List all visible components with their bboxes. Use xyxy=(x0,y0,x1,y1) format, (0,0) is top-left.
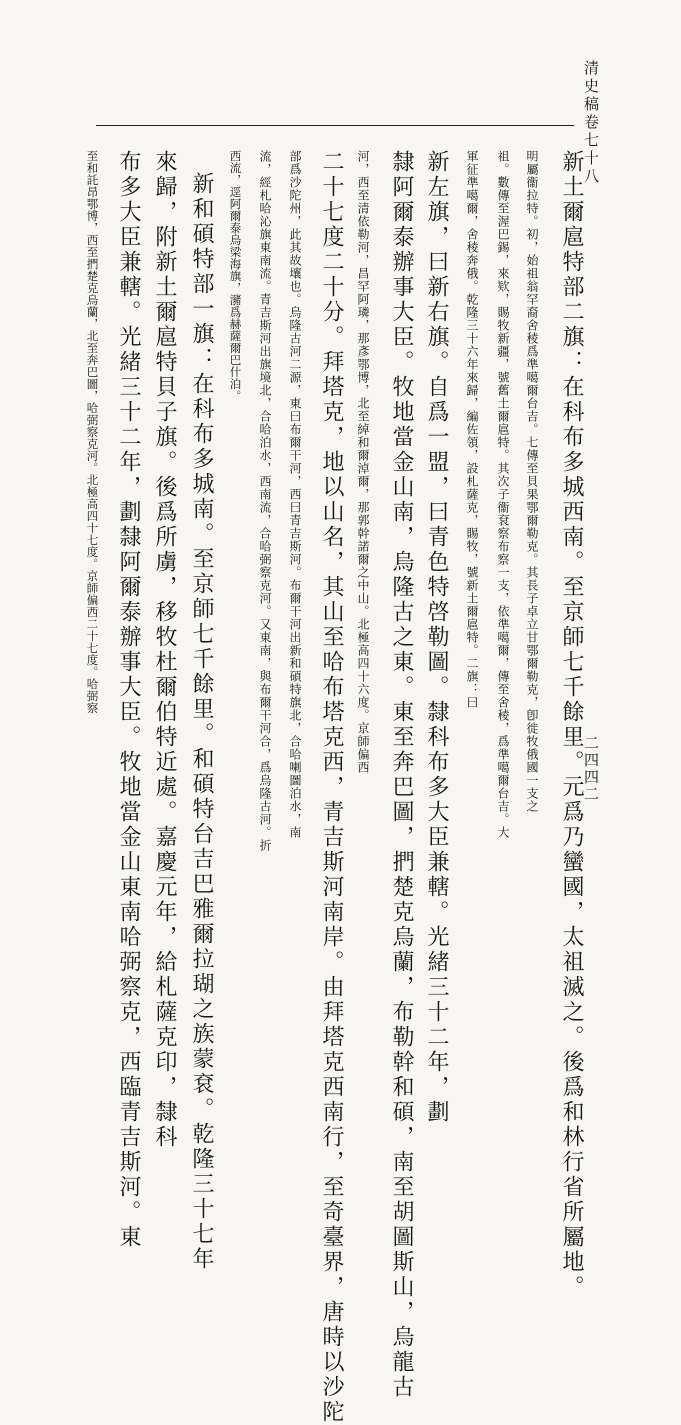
text-column: 河，西至清依勒河，昌罕阿璘，那彥鄂博，北至綽和爾淖爾，那郭幹諾爾之中山。北極高四十六度。京師偏西 xyxy=(356,150,370,774)
text-column: 部爲沙陀州，此其故壤也。烏隆古河二源，東曰布爾干河，西曰青吉斯河。布爾干河出新和碩特旗北，合哈喇圖泊水，南 xyxy=(288,150,302,839)
text-column: 新左旗，曰新右旗。自爲一盟，曰青色特啓勒圖。隸科布多大臣兼轄。光緒三十二年，劃 xyxy=(424,150,449,1125)
text-column: 軍征準噶爾，舍稜奔俄。乾隆三十六年來歸，編佐領，設札薩克，賜牧，號新土爾扈特。二旗：曰 xyxy=(465,150,479,709)
text-column: 隸阿爾泰辦事大臣。牧地當金山南，烏隆古之東。東至奔巴圖，捫楚克烏蘭，布勒幹和碩，南至胡圖斯山，烏龍古 xyxy=(389,150,414,1400)
page-number: 二四四二 xyxy=(582,735,600,803)
text-column: 布多大臣兼轄。光緒三十二年，劃隸阿爾泰辦事大臣。牧地當金山東南哈弼察克，西臨青吉斯河。東 xyxy=(116,150,141,1250)
text-column: 西流，逕阿爾泰烏梁海旗，瀦爲赫薩爾巴什泊。 xyxy=(228,150,243,402)
text-column: 新和碩特部一旗：在科布多城南。至京師七千餘里。和碩特台吉巴雅爾拉瑚之族蒙袞。乾隆三十七年 xyxy=(189,172,214,1272)
running-title: 清史稿卷七十八 xyxy=(582,60,600,186)
text-column: 祖。數傳至渥巴錫，來欵，賜牧新疆，號舊土爾扈特。其次子衞袞察布察一支，依準噶爾，傳至舍稜，爲準噶爾台吉。大 xyxy=(496,150,510,839)
text-column: 至和託昂鄂博，西至捫楚克烏蘭，北至奔巴圖，哈弼察克河。北極高四十七度。京師偏西二十七度。哈弼察 xyxy=(85,150,100,714)
text-column: 流，經札哈沁旗東南流。青吉斯河出旗境北，合哈泊水，西南流，合哈弼察克河。又東南，與布爾干河合，爲烏隆古河。折 xyxy=(258,150,272,852)
header-rule xyxy=(96,125,574,126)
text-column: 來歸，附新土爾扈特貝子旗。後爲所虜，移牧杜爾伯特近處。嘉慶元年，給札薩克印，隸科 xyxy=(152,150,177,1150)
text-column: 二十七度二十分。拜塔克，地以山名，其山至哈布塔克西，青吉斯河南岸。由拜塔克西南行，至奇臺界，唐時以沙陀 xyxy=(319,150,344,1425)
text-column: 新土爾扈特部二旗：在科布多城西南。至京師七千餘里。元爲乃蠻國，太祖滅之。後爲和林行省所屬地。 xyxy=(559,150,584,1300)
text-column: 明屬衞拉特。初，始祖翁罕裔舍稜爲準噶爾台吉。七傳至貝果鄂爾勒克。其長子卓立甘鄂爾勒克，卽徙牧俄國一支之 xyxy=(525,150,539,813)
